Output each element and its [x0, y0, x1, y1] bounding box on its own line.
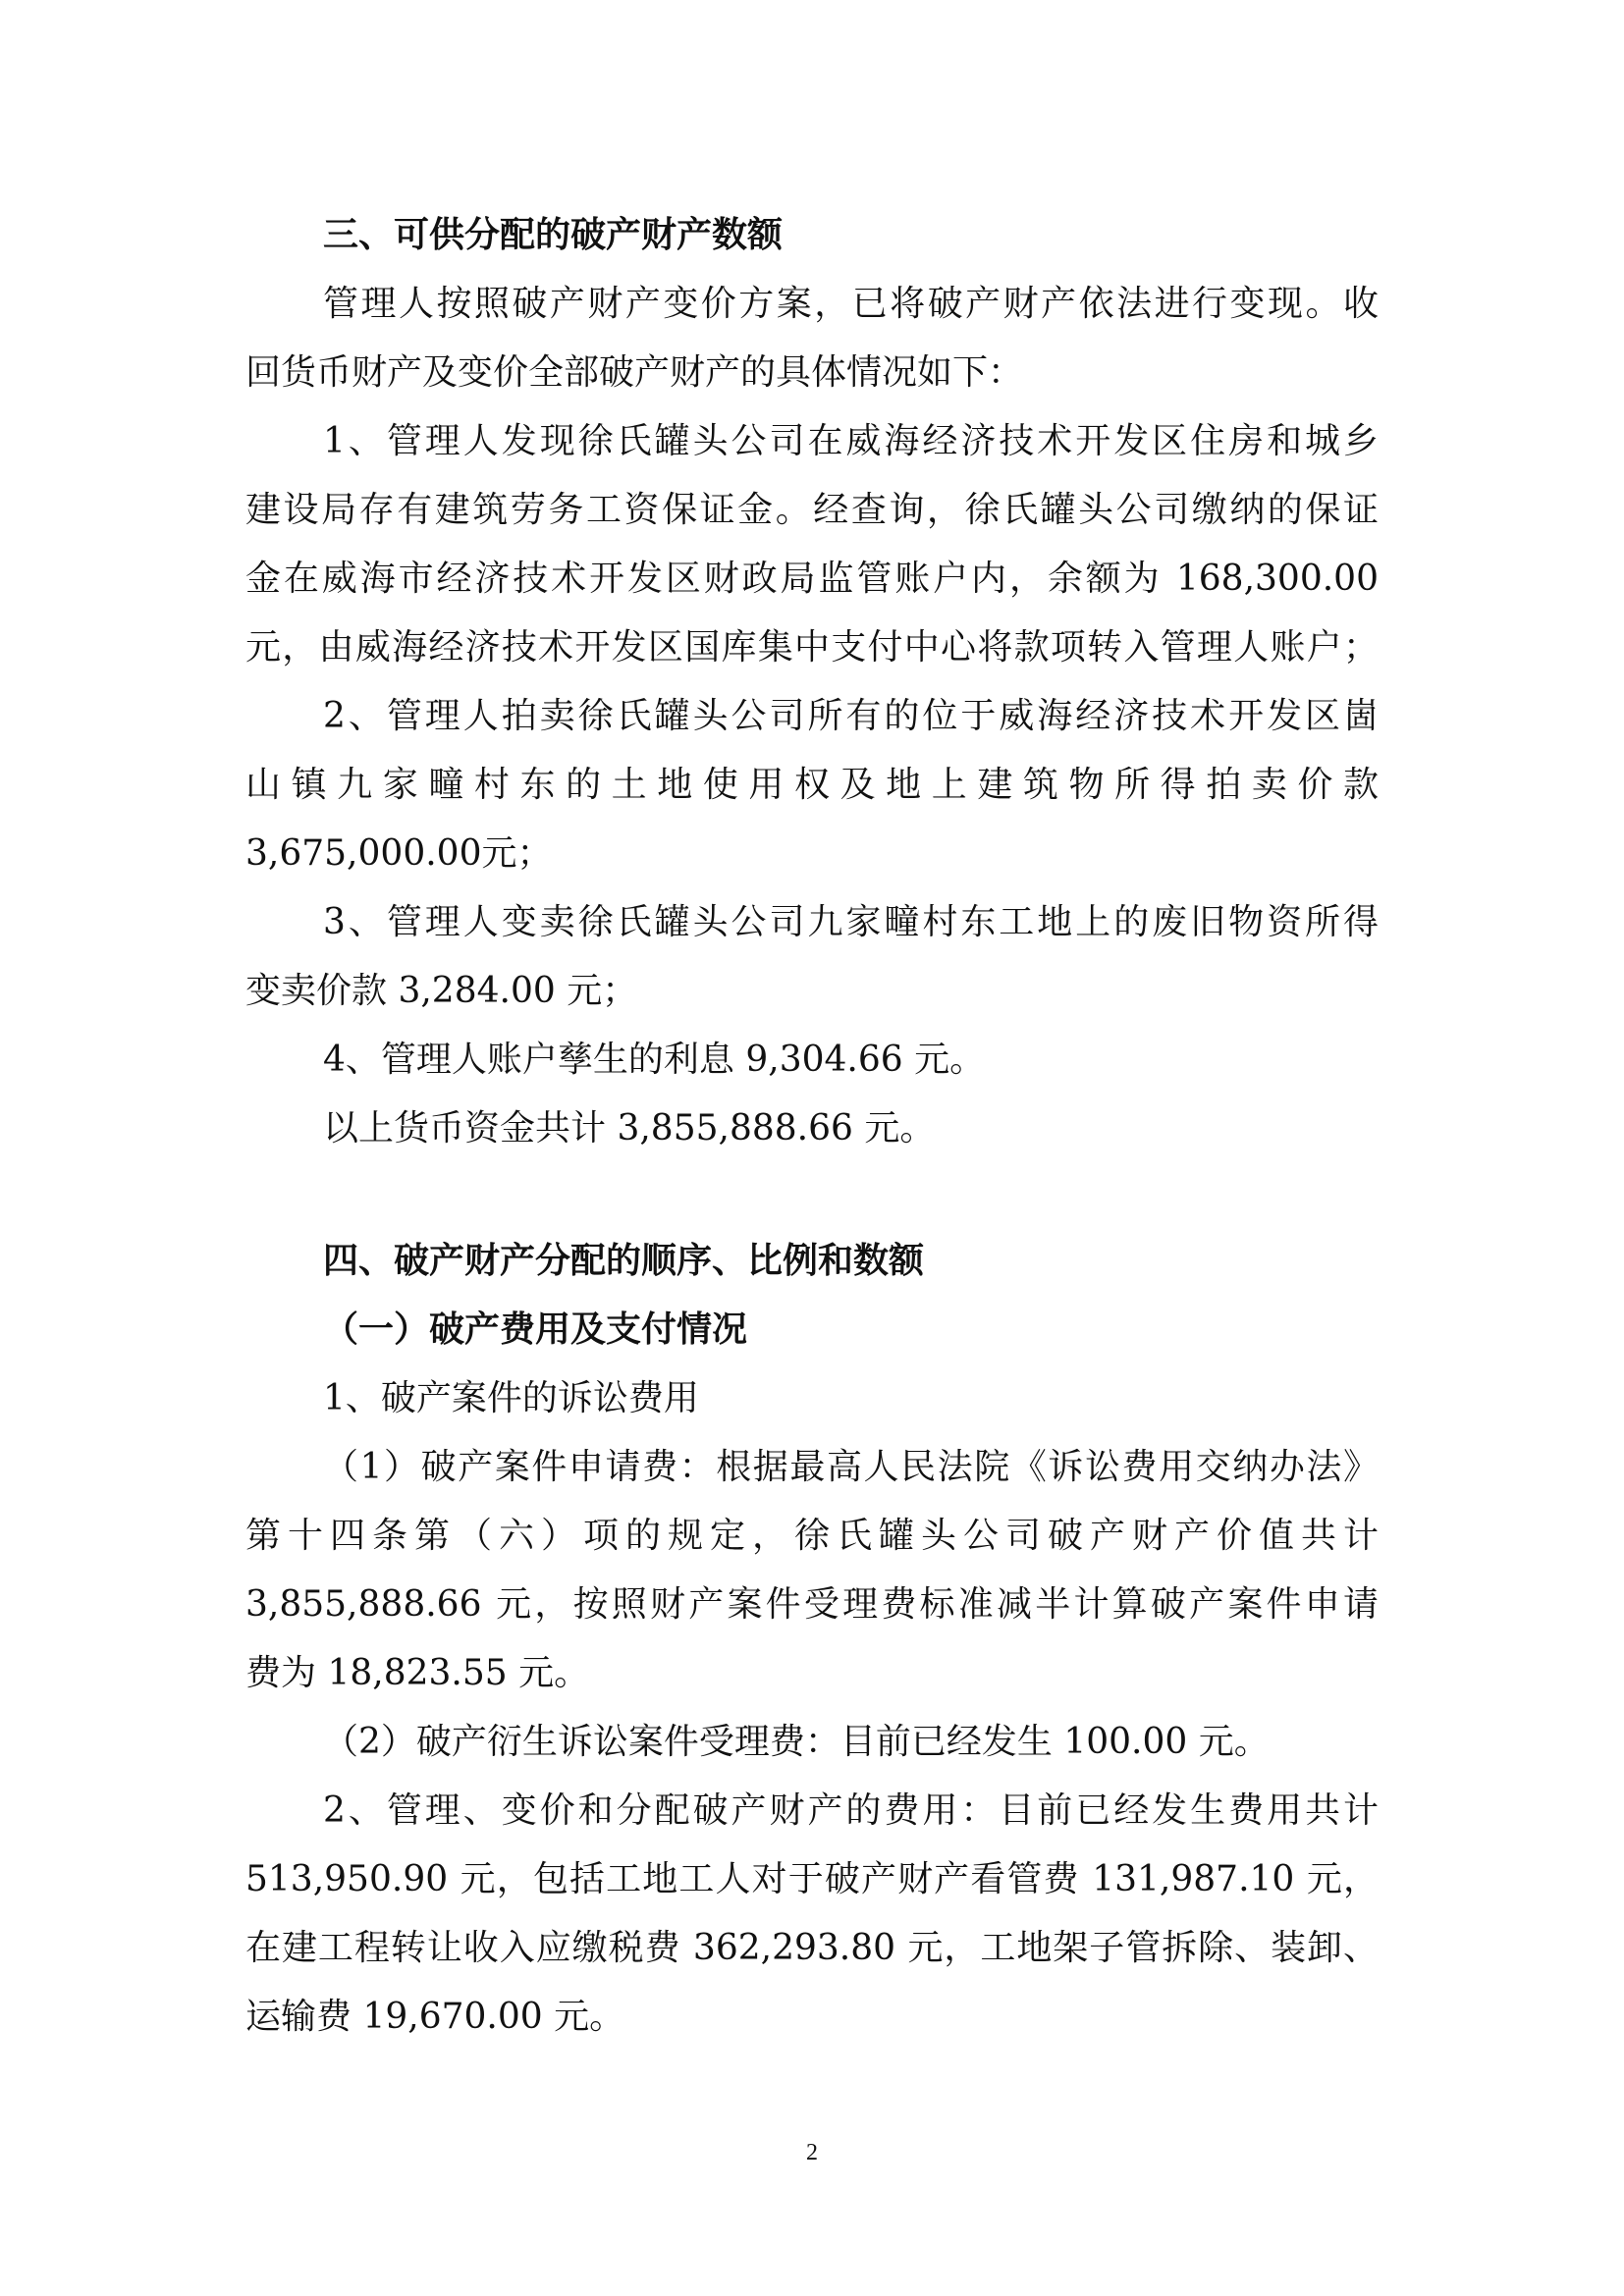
section3-item4: 4、管理人账户孳生的利息 9,304.66 元。 [323, 1040, 986, 1080]
section4-item1-2: （2）破产衍生诉讼案件受理费：目前已经发生 100.00 元。 [323, 1722, 1270, 1762]
section4-item1-1-line-3: 3,855,888.66 元，按照财产案件受理费标准减半计算破产案件申请 [245, 1584, 1379, 1625]
section4-item2-line-1: 2、管理、变价和分配破产财产的费用：目前已经发生费用共计 [323, 1790, 1379, 1831]
page-number: 2 [806, 2140, 818, 2165]
section3-item3-line-2: 变卖价款 3,284.00 元； [245, 971, 638, 1011]
section3-item1-line-2: 建设局存有建筑劳务工资保证金。经查询，徐氏罐头公司缴纳的保证 [245, 490, 1379, 530]
section3-item2-line-1: 2、管理人拍卖徐氏罐头公司所有的位于威海经济技术开发区崮 [323, 696, 1379, 736]
section3-intro-line-2: 回货币财产及变价全部破产财产的具体情况如下： [245, 352, 1024, 393]
section3-total: 以上货币资金共计 3,855,888.66 元。 [323, 1108, 936, 1148]
section3-item3-line-1: 3、管理人变卖徐氏罐头公司九家疃村东工地上的废旧物资所得 [323, 902, 1379, 942]
section3-item2-line-2: 山镇九家疃村东的土地使用权及地上建筑物所得拍卖价款 [245, 765, 1379, 805]
section4-item1-1-line-4: 费为 18,823.55 元。 [245, 1653, 590, 1693]
section3-item1-line-4: 元，由威海经济技术开发区国库集中支付中心将款项转入管理人账户； [245, 627, 1379, 667]
section4-heading: 四、破产财产分配的顺序、比例和数额 [323, 1241, 925, 1281]
section4-subheading: （一）破产费用及支付情况 [323, 1309, 748, 1350]
section4-item2-line-3: 在建工程转让收入应缴税费 362,293.80 元，工地架子管拆除、装卸、 [245, 1928, 1379, 1968]
section3-item1-line-3: 金在威海市经济技术开发区财政局监管账户内，余额为 168,300.00 [245, 559, 1379, 599]
section3-item2-line-3: 3,675,000.00元； [245, 833, 553, 874]
section4-item1-1-line-1: （1）破产案件申请费：根据最高人民法院《诉讼费用交纳办法》 [323, 1447, 1379, 1487]
section4-item1-title: 1、破产案件的诉讼费用 [323, 1378, 699, 1418]
section3-item1-line-1: 1、管理人发现徐氏罐头公司在威海经济技术开发区住房和城乡 [323, 421, 1379, 461]
section4-item2-line-2: 513,950.90 元，包括工地工人对于破产财产看管费 131,987.10 元， [245, 1859, 1379, 1899]
section3-intro-line-1: 管理人按照破产财产变价方案，已将破产财产依法进行变现。收 [323, 284, 1379, 324]
section4-item2-line-4: 运输费 19,670.00 元。 [245, 1997, 625, 2037]
section3-heading: 三、可供分配的破产财产数额 [323, 215, 784, 255]
section4-item1-1-line-2: 第十四条第（六）项的规定，徐氏罐头公司破产财产价值共计 [245, 1516, 1379, 1556]
